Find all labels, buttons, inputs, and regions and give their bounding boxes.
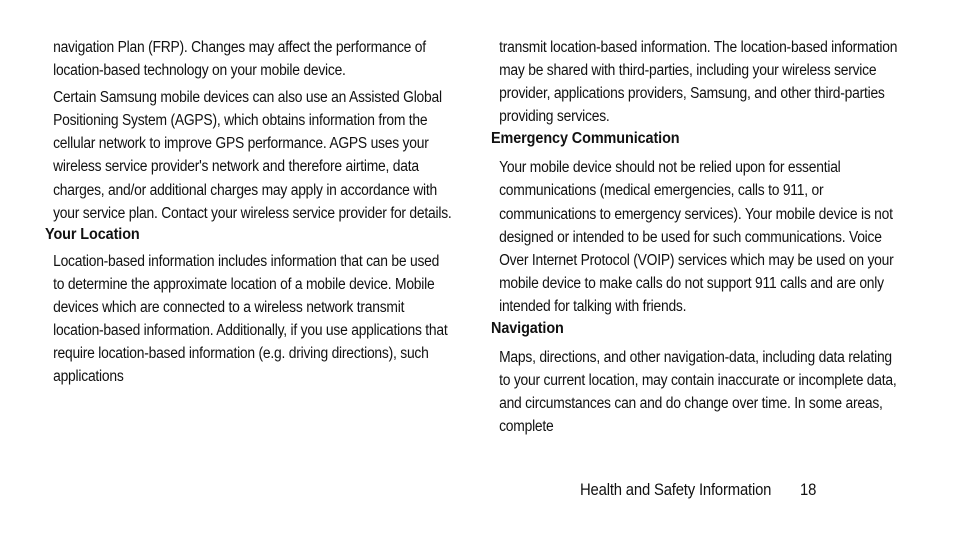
paragraph-your-location: Location-based information includes information that can be used to determine the approximate location of a mobile device. Mobile devices which are connected to a wireless network transmit location-based information. Additionally, if you use applications that require location-based information (e.g. driving directions), such applications [53, 252, 448, 386]
page-number: 18 [800, 481, 817, 499]
paragraph-emergency-communication: Your mobile device should not be relied upon for essential communications (medical emergencies, calls to 911, or communications to emergency services). Your mobile device is not designed or intended to be used for such communications. Voice Over Internet Protocol (VOIP) services which may be used on your mobile device to make calls do not support 911 calls and are only intended for talking with friends. [499, 159, 894, 315]
footer-section-title: Health and Safety Information [580, 481, 772, 499]
paragraph-frp-continuation: navigation Plan (FRP). Changes may affect the performance of location-based technology on your mobile device. [53, 39, 426, 80]
paragraph-navigation: Maps, directions, and other navigation-data, including data relating to your current location, may contain inaccurate or incomplete data, and circumstances can and do change over time. In some areas, complete [499, 349, 897, 436]
left-column [45, 36, 455, 388]
heading-your-location: Your Location [45, 225, 140, 243]
paragraph-location-sharing: transmit location-based information. The location-based information may be shared with third-parties, including your wireless service provider, applications providers, Samsung, and other third-parties providing services. [499, 39, 898, 126]
right-column [491, 36, 901, 438]
heading-navigation: Navigation [491, 320, 564, 338]
paragraph-agps: Certain Samsung mobile devices can also use an Assisted Global Positioning System (AGPS), which obtains information from the cellular network to improve GPS performance. AGPS uses your wireless service provider's network and therefore airtime, data charges, and/or additional charges may apply in accordance with your service plan. Contact your wireless service provider for details. [53, 89, 452, 222]
heading-emergency-communication: Emergency Communication [491, 130, 680, 148]
page-footer [580, 479, 816, 501]
